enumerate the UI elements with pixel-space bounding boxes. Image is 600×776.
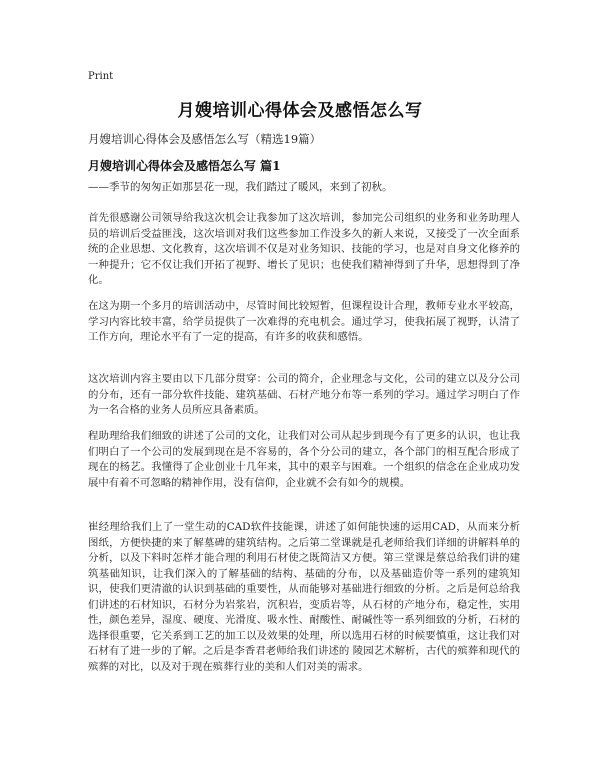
document-subtitle: 月嫂培训心得体会及感悟怎么写（精选19篇）: [88, 132, 322, 146]
page-title: 月嫂培训心得体会及感悟怎么写: [177, 101, 423, 121]
lead-sentence: ——季节的匆匆正如那昙花一现，我们踏过了暖风，来到了初秋。: [88, 181, 393, 193]
print-label[interactable]: Print: [88, 71, 114, 82]
section-heading: 月嫂培训心得体会及感悟怎么写 篇1: [88, 159, 281, 173]
paragraph-3: 这次培训内容主要由以下几部分贯穿：公司的简介，企业理念与文化，公司的建立以及分公司的分布，还有一部分软件技能、建筑基础、石材产地分布等一系列的学习。通过学习明白了作为一名合格的业务人员所应具备素质。: [88, 373, 520, 416]
paragraph-2: 在这为期一个多月的培训活动中，尽管时间比较短暂，但课程设计合理，教师专业水平较高，学习内容比较丰富，给学员提供了一次难得的充电机会。通过学习，使我拓展了视野，认清了工作方向，理论水平有了一定的提高，有许多的收获和感悟。: [88, 300, 520, 343]
paragraph-4: 程助理给我们细致的讲述了公司的文化，让我们对公司从起步到现今有了更多的认识，也让我们明白了一个公司的发展到现在是不容易的，各个分公司的建立，各个部门的相互配合形成了现在的杨艺。我懂得了企业创业十几年来，其中的艰辛与困难。一个组织的信念在企业成功发展中有着不可忽略的精神作用，没有信仰，企业就不会有如今的规模。: [88, 430, 520, 489]
paragraph-5: 崔经理给我们上了一堂生动的CAD软件技能课，讲述了如何能快速的运用CAD，从而来分析图纸，方便快捷的来了解墓碑的建筑结构。之后第二堂课就是孔老师给我们详细的讲解料单的分析，以及下料时怎样才能合理的利用石材使之既简洁又方便。第三堂课是蔡总给我们讲的建筑基础知识，让我们深入的了解基础的结构、基础的分布，以及基础造价等一系列的建筑知识，使我们更清澈的认识到基础的重要性，从而能够对基础进行细致的分析。之后是何总给我们讲述的石材知识，石材分为岩浆岩，沉积岩，变质岩等，从石材的产地分布，稳定性，实用性，颜色差异，湿度、硬度、光滑度、吸水性、耐酸性、耐碱性等一系列细致的分析，石材的选择很重要，它关系到工艺的加工以及效果的处理，所以选用石材的时候要慎重，这让我们对石材有了进一步的了解。之后是李香君老师给我们讲述的 陵园艺术解析，古代的殡葬和现代的殡葬的对比，以及对于现在殡葬行业的美和人们对美的需求。: [88, 521, 520, 673]
paragraph-1: 首先很感谢公司领导给我这次机会让我参加了这次培训，参加完公司组织的业务和业务助理人员的培训后受益匪浅，这次培训对我们这些参加工作没多久的新人来说，又接受了一次全面系统的企业思想、文化教育，这次培训不仅是对业务知识、技能的学习，也是对自身文化修养的一种提升；它不仅让我们开拓了视野、增长了见识；也使我们精神得到了升华，思想得到了净化。: [88, 212, 520, 286]
